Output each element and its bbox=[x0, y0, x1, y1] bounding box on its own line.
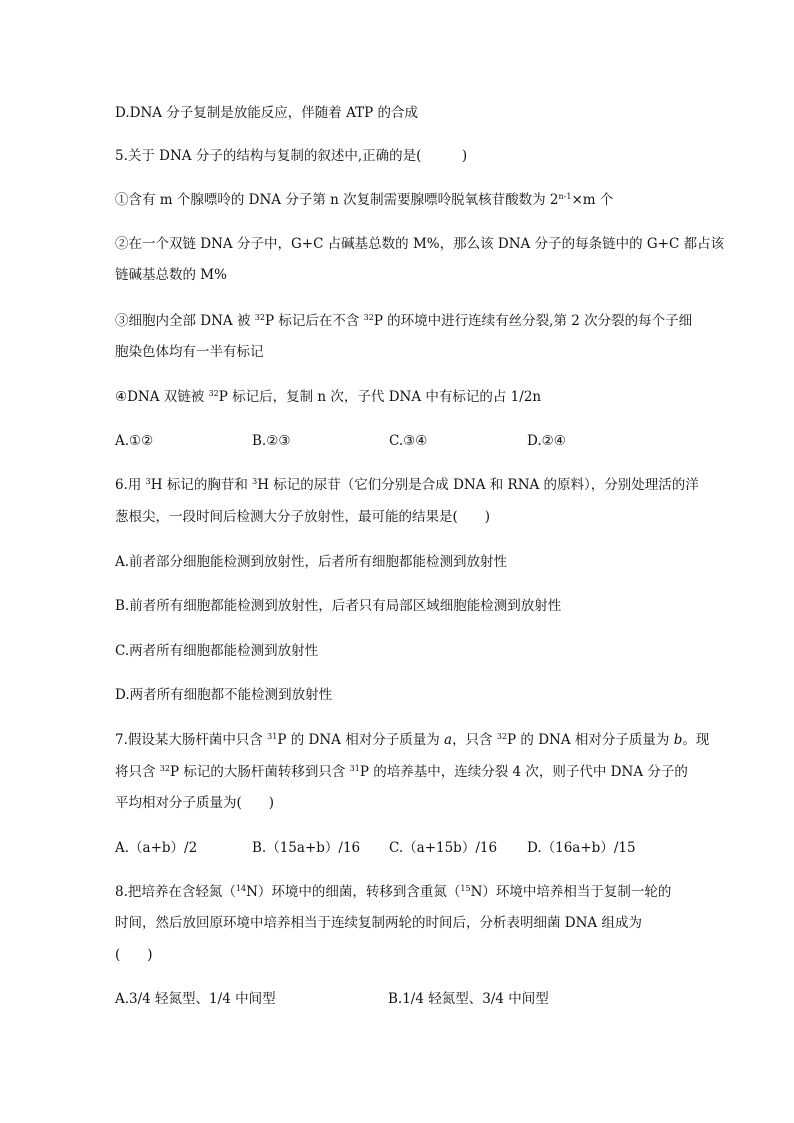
q6-option-b: B.前者所有细胞都能检测到放射性，后者只有局部区域细胞能检测到放射性 bbox=[115, 598, 562, 614]
q5-statement-3-line1: ③细胞内全部 DNA 被 $^{32}$P 标记后在不含 $^{32}$P 的环境中进行连续有丝分裂,第 2 次分裂的每个子细 bbox=[115, 313, 693, 329]
q5-statement-2-line2: 链碱基总数的 M% bbox=[115, 267, 227, 283]
q7-option-a: A.（a+b）/2 bbox=[115, 840, 198, 856]
q5-stem: 5.关于 DNA 分子的结构与复制的叙述中,正确的是( ) bbox=[115, 148, 468, 164]
q8-option-b: B.1/4 轻氮型、3/4 中间型 bbox=[388, 991, 549, 1007]
q5-statement-1: ①含有 m 个腺嘌呤的 DNA 分子第 n 次复制需要腺嘌呤脱氧核苷酸数为 $2^{n-1}\times m$ 个 bbox=[115, 192, 614, 208]
q5-statement-3-line2: 胞染色体均有一半有标记 bbox=[115, 344, 264, 360]
q7-stem-line2: 将只含 $^{32}$P 标记的大肠杆菌转移到只含 $^{31}$P 的培养基中，连续分裂 4 次，则子代中 DNA 分子的 bbox=[115, 764, 688, 780]
q5-option-d: D.②④ bbox=[527, 433, 566, 449]
q4-option-d: D.DNA 分子复制是放能反应，伴随着 ATP 的合成 bbox=[115, 105, 418, 121]
q7-option-c: C.（a+15b）/16 bbox=[389, 840, 498, 856]
q6-option-c: C.两者所有细胞都能检测到放射性 bbox=[115, 643, 319, 659]
q6-stem-line1: 6.用 $^3$H 标记的胸苷和 $^3$H 标记的尿苷（它们分别是合成 DNA 和 RNA 的原料），分别处理活的洋 bbox=[115, 477, 699, 493]
q5-option-c: C.③④ bbox=[389, 433, 428, 449]
q5-option-b: B.②③ bbox=[252, 433, 291, 449]
q7-option-d: D.（16a+b）/15 bbox=[527, 840, 636, 856]
q5-statement-4: ④DNA 双链被 $^{32}$P 标记后，复制 n 次，子代 DNA 中有标记的占 1/2n bbox=[115, 389, 542, 405]
q7-stem-line3: 平均相对分子质量为( ) bbox=[115, 795, 275, 811]
q6-stem-line2: 葱根尖，一段时间后检测大分子放射性，最可能的结果是( ) bbox=[115, 509, 491, 525]
q8-option-a: A.3/4 轻氮型、1/4 中间型 bbox=[115, 991, 276, 1007]
q5-statement-2-line1: ②在一个双链 DNA 分子中，G+C 占碱基总数的 M%，那么该 DNA 分子的每条链中的 G+C 都占该 bbox=[115, 236, 725, 252]
q6-option-d: D.两者所有细胞都不能检测到放射性 bbox=[115, 687, 333, 703]
q8-stem-line1: 8.把培养在含轻氮（$^{14}$N）环境中的细菌，转移到含重氮（$^{15}$N）环境中培养相当于复制一轮的 bbox=[115, 884, 672, 900]
q5-option-a: A.①② bbox=[115, 433, 154, 449]
q6-option-a: A.前者部分细胞能检测到放射性，后者所有细胞都能检测到放射性 bbox=[115, 554, 508, 570]
q8-stem-line2: 时间，然后放回原环境中培养相当于连续复制两轮的时间后，分析表明细菌 DNA 组成为 bbox=[115, 915, 642, 931]
q7-option-b: B.（15a+b）/16 bbox=[252, 840, 361, 856]
q8-stem-line3: ( ) bbox=[115, 947, 153, 963]
q7-stem-line1: 7.假设某大肠杆菌中只含 $^{31}$P 的 DNA 相对分子质量为 a，只含 $^{32}$P 的 DNA 相对分子质量为 b。现 bbox=[115, 732, 710, 748]
